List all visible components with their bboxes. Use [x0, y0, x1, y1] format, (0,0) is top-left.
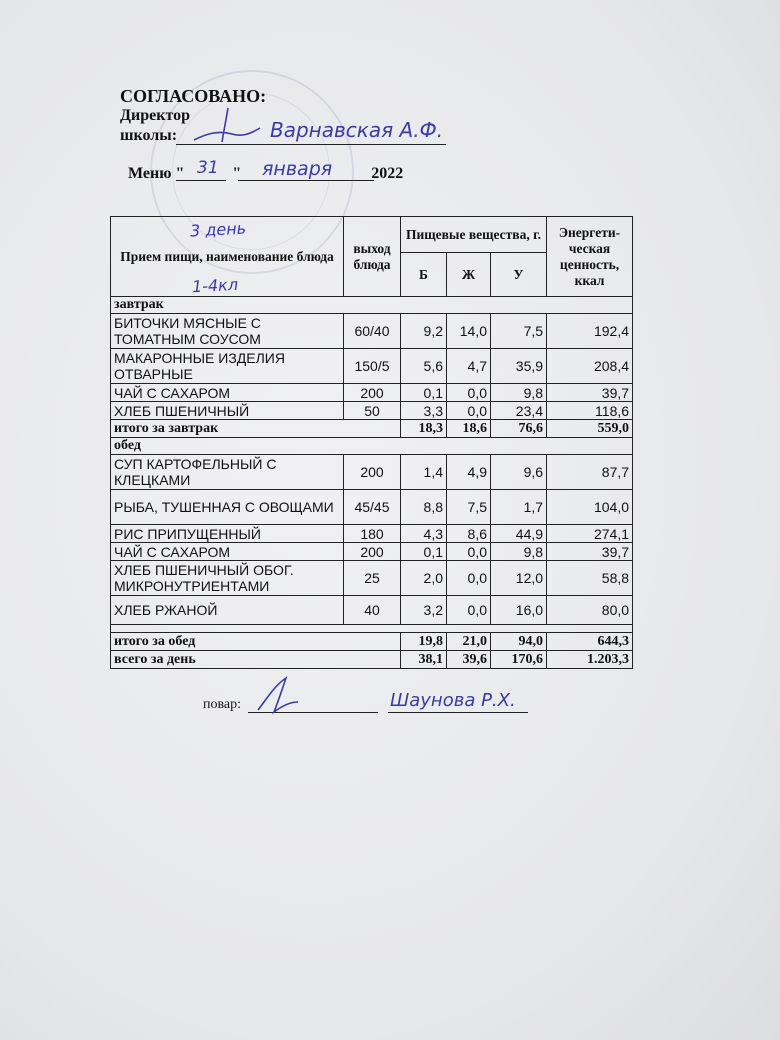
dish-u: 44,9: [491, 525, 547, 543]
dish-zh: 4,9: [447, 455, 491, 490]
cook-name-handwritten: Шаунова Р.Х.: [390, 690, 516, 711]
day-total-kcal: 1.203,3: [547, 651, 633, 669]
menu-quote: ": [232, 165, 242, 182]
dish-b: 2,0: [401, 561, 447, 596]
dish-name: РИС ПРИПУЩЕННЫЙ: [111, 525, 344, 543]
cook-name-underline: [388, 712, 528, 713]
breakfast-section-label: завтрак: [111, 297, 633, 314]
table-row: [111, 543, 633, 561]
cook-signature-icon: [252, 672, 302, 716]
dish-u: 35,9: [491, 349, 547, 384]
col-u-header: У: [491, 253, 547, 297]
col-output-header: выход блюда: [344, 217, 401, 297]
dish-name: ХЛЕБ РЖАНОЙ: [111, 596, 344, 625]
day-total-u: 170,6: [491, 651, 547, 669]
breakfast-total-u: 76,6: [491, 420, 547, 438]
col-meal-header: Прием пищи, наименование блюда: [111, 217, 344, 297]
dish-zh: 14,0: [447, 314, 491, 349]
cook-label: повар:: [203, 697, 242, 712]
day-total-zh: 39,6: [447, 651, 491, 669]
dish-kcal: 80,0: [547, 596, 633, 625]
dish-output: 200: [344, 543, 401, 561]
dish-name: БИТОЧКИ МЯСНЫЕ С ТОМАТНЫМ СОУСОМ: [111, 314, 344, 349]
dish-zh: 0,0: [447, 561, 491, 596]
dish-output: 45/45: [344, 490, 401, 525]
dish-kcal: 39,7: [547, 384, 633, 402]
dish-name: ХЛЕБ ПШЕНИЧНЫЙ ОБОГ. МИКРОНУТРИЕНТАМИ: [111, 561, 344, 596]
director-signature-icon: [188, 104, 268, 148]
dish-output: 200: [344, 455, 401, 490]
menu-month-handwritten: января: [262, 158, 333, 180]
director-name-handwritten: Варнавская А.Ф.: [270, 118, 444, 142]
dish-kcal: 274,1: [547, 525, 633, 543]
dish-b: 9,2: [401, 314, 447, 349]
dish-kcal: 104,0: [547, 490, 633, 525]
dish-name: ХЛЕБ ПШЕНИЧНЫЙ: [111, 402, 344, 420]
menu-year: 2022: [371, 165, 404, 182]
dish-u: 16,0: [491, 596, 547, 625]
table-row: [111, 314, 633, 349]
dish-b: 5,6: [401, 349, 447, 384]
dish-kcal: 208,4: [547, 349, 633, 384]
dish-kcal: 118,6: [547, 402, 633, 420]
dish-name: ЧАЙ С САХАРОМ: [111, 384, 344, 402]
col-b-header: Б: [401, 253, 447, 297]
day-total-row: [111, 651, 633, 669]
breakfast-total-label: итого за завтрак: [111, 420, 401, 438]
dish-zh: 0,0: [447, 596, 491, 625]
dish-name: МАКАРОННЫЕ ИЗДЕЛИЯ ОТВАРНЫЕ: [111, 349, 344, 384]
table-row: [111, 490, 633, 525]
dish-zh: 0,0: [447, 402, 491, 420]
dish-b: 0,1: [401, 384, 447, 402]
dish-zh: 4,7: [447, 349, 491, 384]
table-row: [111, 349, 633, 384]
dish-u: 23,4: [491, 402, 547, 420]
dish-b: 3,3: [401, 402, 447, 420]
dish-u: 1,7: [491, 490, 547, 525]
dish-output: 25: [344, 561, 401, 596]
dish-output: 150/5: [344, 349, 401, 384]
dish-b: 3,2: [401, 596, 447, 625]
dish-kcal: 39,7: [547, 543, 633, 561]
dish-name: РЫБА, ТУШЕННАЯ С ОВОЩАМИ: [111, 490, 344, 525]
dish-kcal: 87,7: [547, 455, 633, 490]
dish-b: 0,1: [401, 543, 447, 561]
dish-output: 60/40: [344, 314, 401, 349]
day-underline: [176, 180, 226, 181]
day-total-b: 38,1: [401, 651, 447, 669]
dish-output: 40: [344, 596, 401, 625]
dish-u: 7,5: [491, 314, 547, 349]
dish-output: 180: [344, 525, 401, 543]
table-row: [111, 455, 633, 490]
lunch-section-label: обед: [111, 438, 633, 455]
lunch-total-label: итого за обед: [111, 633, 401, 651]
dish-output: 200: [344, 384, 401, 402]
approved-title: СОГЛАСОВАНО:: [120, 86, 267, 106]
dish-kcal: 58,8: [547, 561, 633, 596]
dish-zh: 8,6: [447, 525, 491, 543]
menu-table: [110, 216, 633, 669]
dish-u: 9,8: [491, 384, 547, 402]
col-zh-header: Ж: [447, 253, 491, 297]
menu-day-handwritten: 31: [197, 158, 219, 178]
breakfast-total-kcal: 559,0: [547, 420, 633, 438]
dish-zh: 0,0: [447, 543, 491, 561]
dish-output: 50: [344, 402, 401, 420]
dish-b: 8,8: [401, 490, 447, 525]
lunch-spacer: [111, 625, 633, 633]
table-row: [111, 525, 633, 543]
dish-name: ЧАЙ С САХАРОМ: [111, 543, 344, 561]
table-row: [111, 596, 633, 625]
dish-zh: 0,0: [447, 384, 491, 402]
col-nutrients-header: Пищевые вещества, г.: [401, 217, 547, 253]
lunch-total-b: 19,8: [401, 633, 447, 651]
day-annotation-handwritten: 3 день: [189, 218, 247, 241]
dish-b: 1,4: [401, 455, 447, 490]
breakfast-total-zh: 18,6: [447, 420, 491, 438]
day-total-label: всего за день: [111, 651, 401, 669]
col-energy-header: Энергети-ческая ценность, ккал: [547, 217, 633, 297]
month-underline: [238, 180, 374, 181]
lunch-total-row: [111, 633, 633, 651]
grade-annotation-handwritten: 1-4кл: [191, 274, 239, 297]
director-label: Директор: [120, 107, 190, 124]
table-row: [111, 561, 633, 596]
lunch-total-kcal: 644,3: [547, 633, 633, 651]
table-row: [111, 384, 633, 402]
lunch-total-u: 94,0: [491, 633, 547, 651]
dish-b: 4,3: [401, 525, 447, 543]
dish-zh: 7,5: [447, 490, 491, 525]
dish-u: 9,6: [491, 455, 547, 490]
dish-name: СУП КАРТОФЕЛЬНЫЙ С КЛЕЦКАМИ: [111, 455, 344, 490]
dish-kcal: 192,4: [547, 314, 633, 349]
dish-u: 12,0: [491, 561, 547, 596]
breakfast-total-b: 18,3: [401, 420, 447, 438]
breakfast-total-row: [111, 420, 633, 438]
table-row: [111, 402, 633, 420]
lunch-total-zh: 21,0: [447, 633, 491, 651]
dish-u: 9,8: [491, 543, 547, 561]
school-label: школы:: [120, 127, 178, 144]
menu-label: Меню ": [128, 165, 185, 182]
